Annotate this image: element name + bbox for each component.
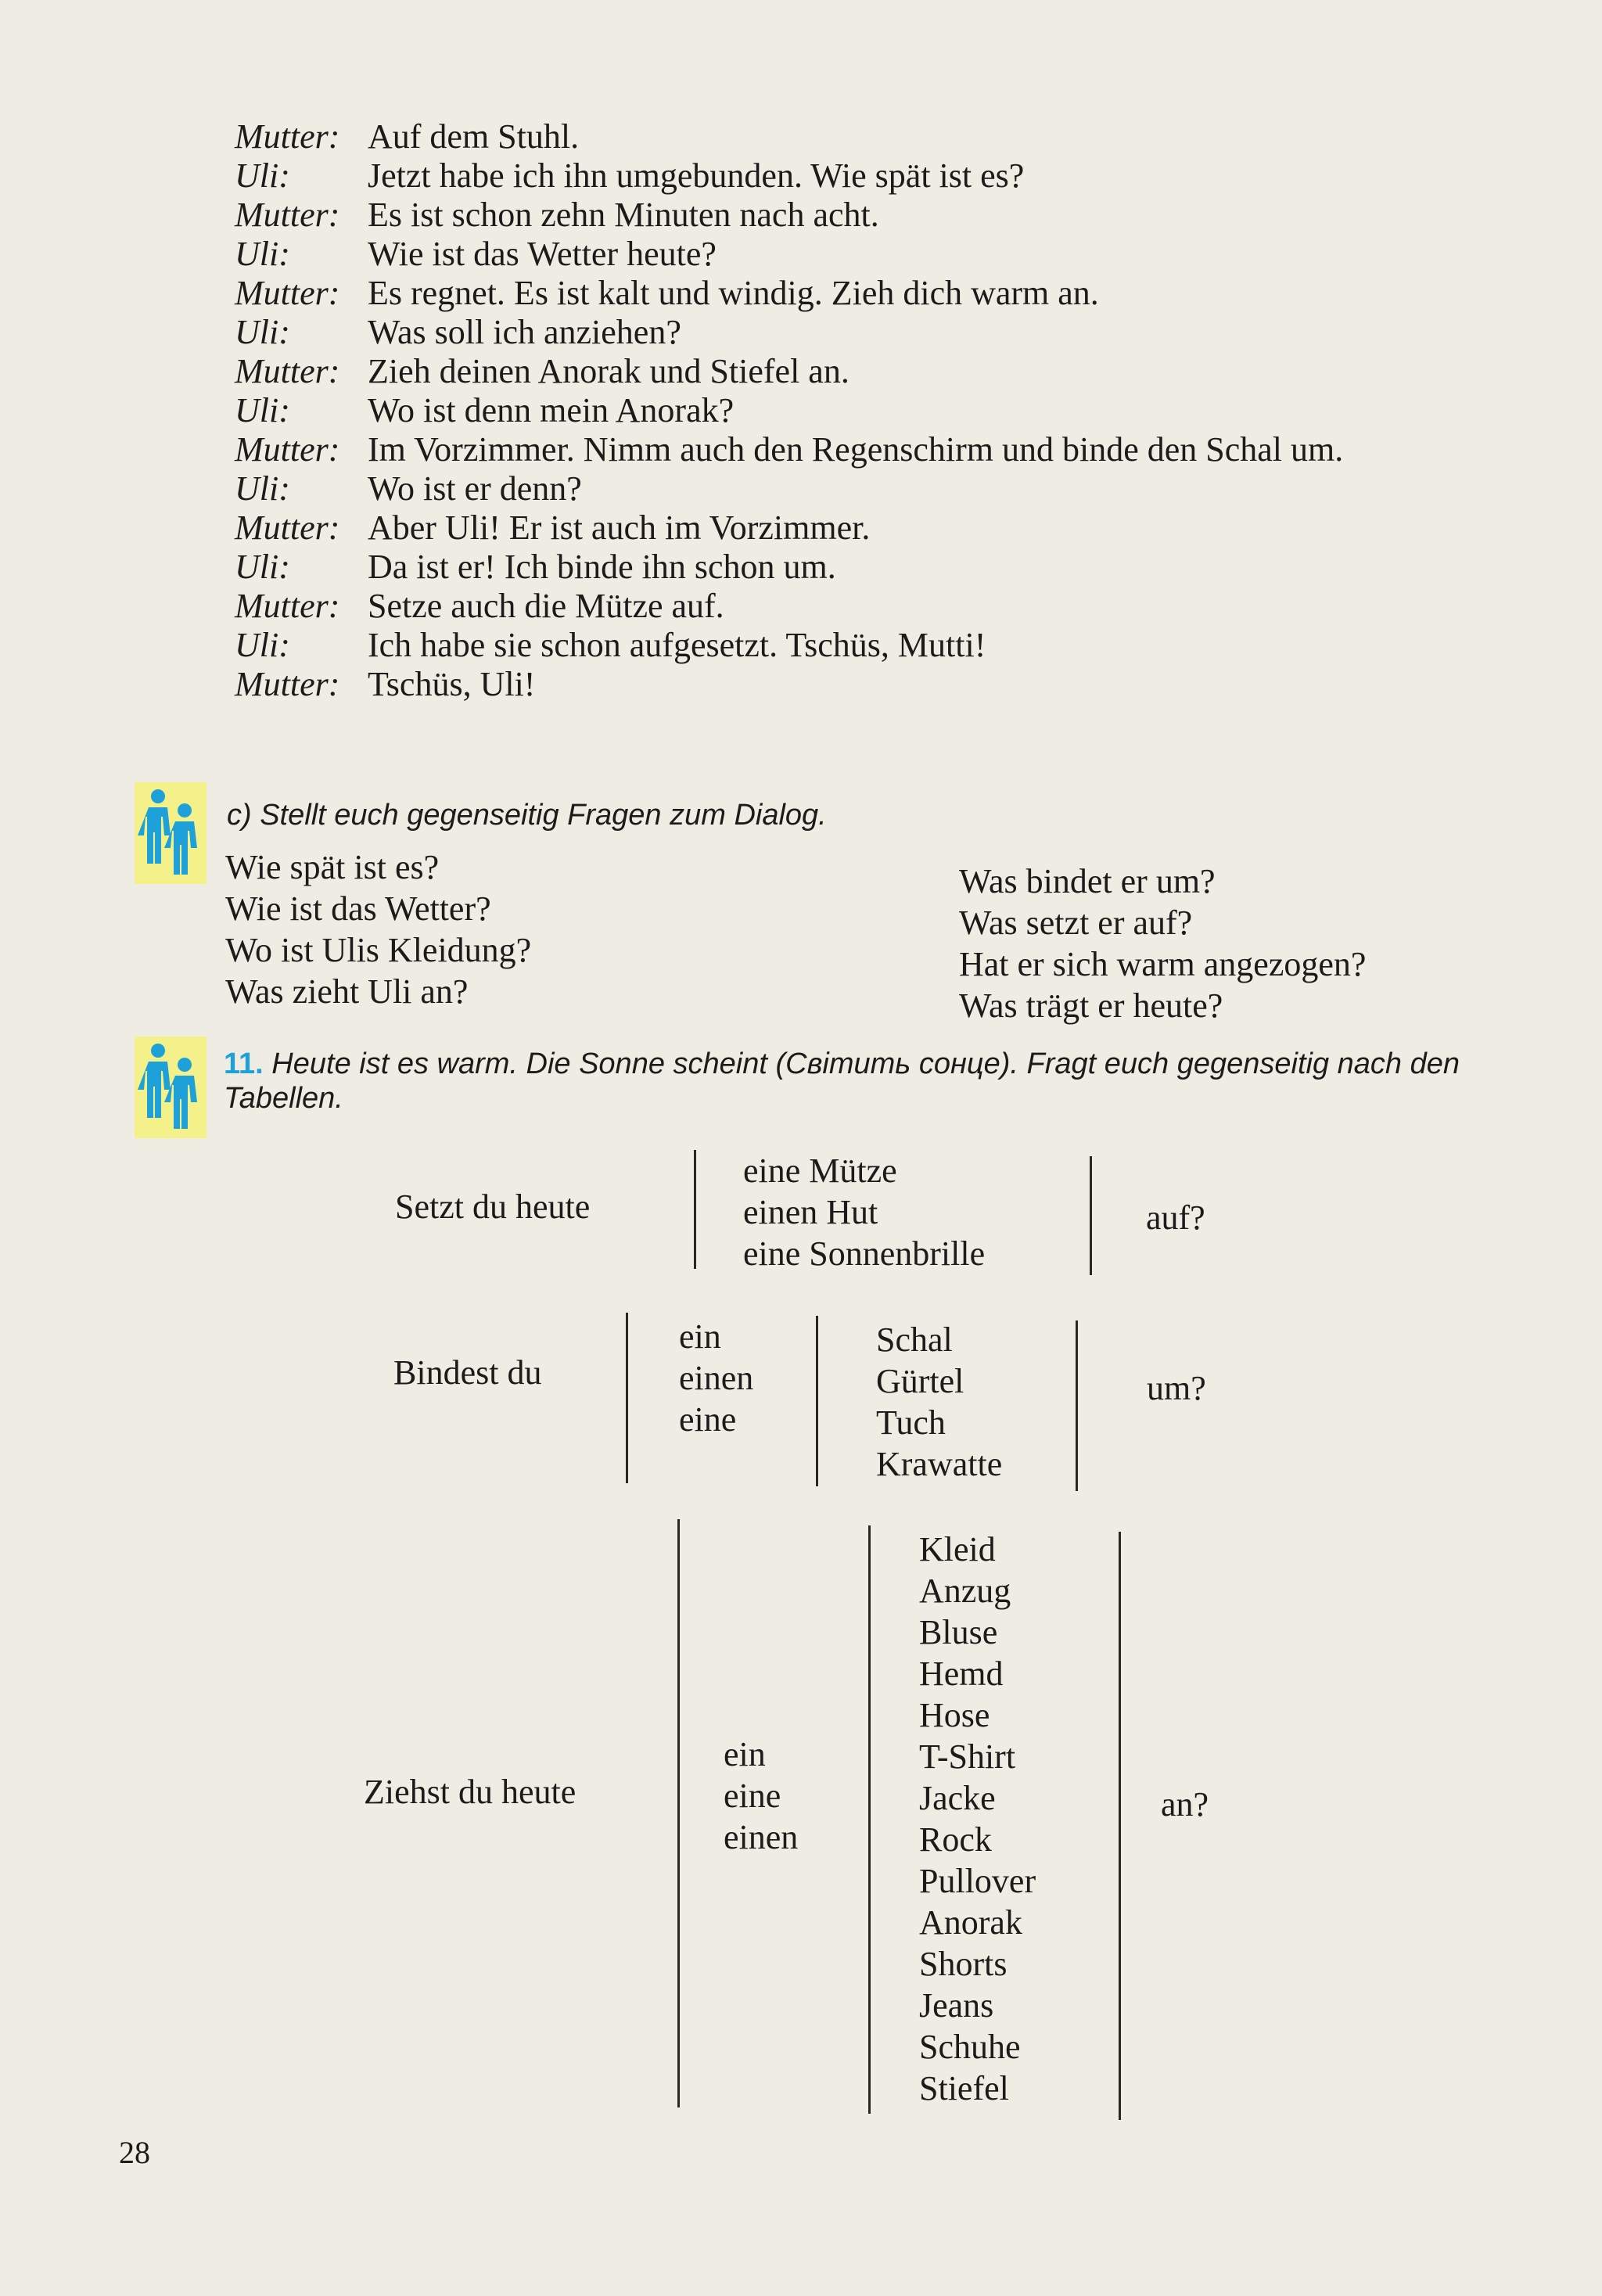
table-cell: Tuch <box>876 1403 946 1442</box>
table-cell: einen <box>724 1818 799 1856</box>
speech-text: Ich habe sie schon aufgesetzt. Tschüs, Mutti! <box>368 626 986 664</box>
dialogue-line <box>235 430 1471 469</box>
table-cell: ein <box>679 1317 721 1356</box>
speaker-name: Mutter: <box>235 587 340 625</box>
table-cell: T-Shirt <box>919 1737 1016 1776</box>
table-cell: eine <box>679 1400 737 1439</box>
speech-text: Jetzt habe ich ihn umgebunden. Wie spät ist es? <box>368 156 1025 195</box>
table-cell: Kleid <box>919 1530 996 1568</box>
table-cell: Hose <box>919 1696 990 1734</box>
dialogue <box>235 117 1471 704</box>
pair-work-icon <box>135 782 207 884</box>
speaker-name: Mutter: <box>235 508 340 547</box>
table3-divider <box>868 1525 871 2114</box>
table-cell: Stiefel <box>919 2069 1009 2107</box>
table-cell: Schal <box>876 1320 953 1359</box>
question: Wie spät ist es? <box>225 848 440 886</box>
table-cell: einen <box>679 1359 754 1397</box>
speaker-name: Mutter: <box>235 117 340 156</box>
table2-articles <box>679 1316 753 1440</box>
dialogue-line <box>235 313 1471 352</box>
speaker-name: Mutter: <box>235 274 340 312</box>
speaker-name: Uli: <box>235 235 290 273</box>
table-cell: Schuhe <box>919 2028 1021 2066</box>
dialogue-line <box>235 391 1471 430</box>
table-cell: Krawatte <box>876 1445 1003 1483</box>
table3-items <box>919 1529 1036 2109</box>
table2-end: um? <box>1147 1369 1206 1407</box>
table3-end: an? <box>1161 1785 1209 1824</box>
speaker-name: Mutter: <box>235 430 340 469</box>
table-cell: eine <box>724 1777 781 1815</box>
dialogue-line <box>235 156 1471 196</box>
table-cell: eine Mütze <box>743 1152 897 1190</box>
question: Was bindet er um? <box>959 862 1216 900</box>
speech-text: Tschüs, Uli! <box>368 665 536 703</box>
table2-divider <box>816 1316 818 1486</box>
table1-divider <box>694 1150 696 1269</box>
speech-text: Setze auch die Mütze auf. <box>368 587 724 625</box>
question: Wo ist Ulis Kleidung? <box>225 931 532 969</box>
table2-divider <box>626 1313 628 1483</box>
speech-text: Im Vorzimmer. Nimm auch den Regenschirm und binde den Schal um. <box>368 430 1344 469</box>
table1-end: auf? <box>1146 1198 1205 1237</box>
speaker-name: Mutter: <box>235 196 340 234</box>
table3-divider <box>677 1519 680 2107</box>
page-number: 28 <box>119 2135 150 2170</box>
speech-text: Es ist schon zehn Minuten nach acht. <box>368 196 879 234</box>
dialogue-line <box>235 117 1471 156</box>
speech-text: Wo ist er denn? <box>368 469 582 508</box>
speech-text: Wie ist das Wetter heute? <box>368 235 717 273</box>
question: Hat er sich warm angezogen? <box>959 945 1367 983</box>
speech-text: Wo ist denn mein Anorak? <box>368 391 735 429</box>
dialogue-line <box>235 469 1471 508</box>
table3-articles <box>724 1734 798 1858</box>
speaker-name: Uli: <box>235 391 290 429</box>
task-11-text: Heute ist es warm. Die Sonne scheint (Світить сонце). Fragt euch gegenseitig nach den Tabellen. <box>224 1047 1460 1115</box>
table1-stem: Setzt du heute <box>395 1188 591 1226</box>
table3-divider <box>1119 1532 1121 2120</box>
dialogue-line <box>235 665 1471 704</box>
table2-items <box>876 1319 1002 1485</box>
table1-items <box>743 1150 985 1274</box>
dialogue-line <box>235 235 1471 274</box>
table-cell: ein <box>724 1735 766 1773</box>
dialogue-line <box>235 626 1471 665</box>
speaker-name: Uli: <box>235 626 290 664</box>
dialogue-line <box>235 587 1471 626</box>
table3-stem: Ziehst du heute <box>364 1773 577 1811</box>
questions-right <box>959 861 1366 1026</box>
table1-divider <box>1090 1156 1092 1275</box>
table-cell: eine Sonnenbrille <box>743 1234 986 1273</box>
speaker-name: Mutter: <box>235 665 340 703</box>
speaker-name: Uli: <box>235 548 290 586</box>
speech-text: Da ist er! Ich binde ihn schon um. <box>368 548 836 586</box>
dialogue-line <box>235 274 1471 313</box>
dialogue-line <box>235 196 1471 235</box>
question: Was setzt er auf? <box>959 904 1193 942</box>
table-cell: Gürtel <box>876 1362 964 1400</box>
table2-stem: Bindest du <box>393 1353 542 1392</box>
table-cell: Bluse <box>919 1613 998 1651</box>
table-cell: Hemd <box>919 1655 1004 1693</box>
dialogue-line <box>235 508 1471 548</box>
table-cell: Anzug <box>919 1572 1011 1610</box>
table-cell: Jacke <box>919 1779 996 1817</box>
question: Wie ist das Wetter? <box>225 889 491 928</box>
questions-left <box>225 846 531 1012</box>
question: Was zieht Uli an? <box>225 972 469 1011</box>
speech-text: Was soll ich anziehen? <box>368 313 681 351</box>
table-cell: Anorak <box>919 1903 1022 1942</box>
table-cell: Jeans <box>919 1986 994 2025</box>
pair-work-icon <box>135 1037 207 1138</box>
speech-text: Auf dem Stuhl. <box>368 117 580 156</box>
speaker-name: Uli: <box>235 156 290 195</box>
speaker-name: Uli: <box>235 469 290 508</box>
question: Was trägt er heute? <box>959 986 1223 1025</box>
dialogue-line <box>235 548 1471 587</box>
speech-text: Zieh deinen Anorak und Stiefel an. <box>368 352 849 390</box>
dialogue-line <box>235 352 1471 391</box>
speaker-name: Mutter: <box>235 352 340 390</box>
table-cell: einen Hut <box>743 1193 878 1231</box>
speech-text: Aber Uli! Er ist auch im Vorzimmer. <box>368 508 871 547</box>
task-11-instruction <box>224 1047 1475 1116</box>
table-cell: Rock <box>919 1820 992 1859</box>
speech-text: Es regnet. Es ist kalt und windig. Zieh dich warm an. <box>368 274 1099 312</box>
table-cell: Shorts <box>919 1945 1008 1983</box>
task-c-instruction: c) Stellt euch gegenseitig Fragen zum Dialog. <box>227 799 827 832</box>
table-cell: Pullover <box>919 1862 1036 1900</box>
speaker-name: Uli: <box>235 313 290 351</box>
table2-divider <box>1076 1320 1078 1491</box>
task-number: 11. <box>224 1047 264 1080</box>
